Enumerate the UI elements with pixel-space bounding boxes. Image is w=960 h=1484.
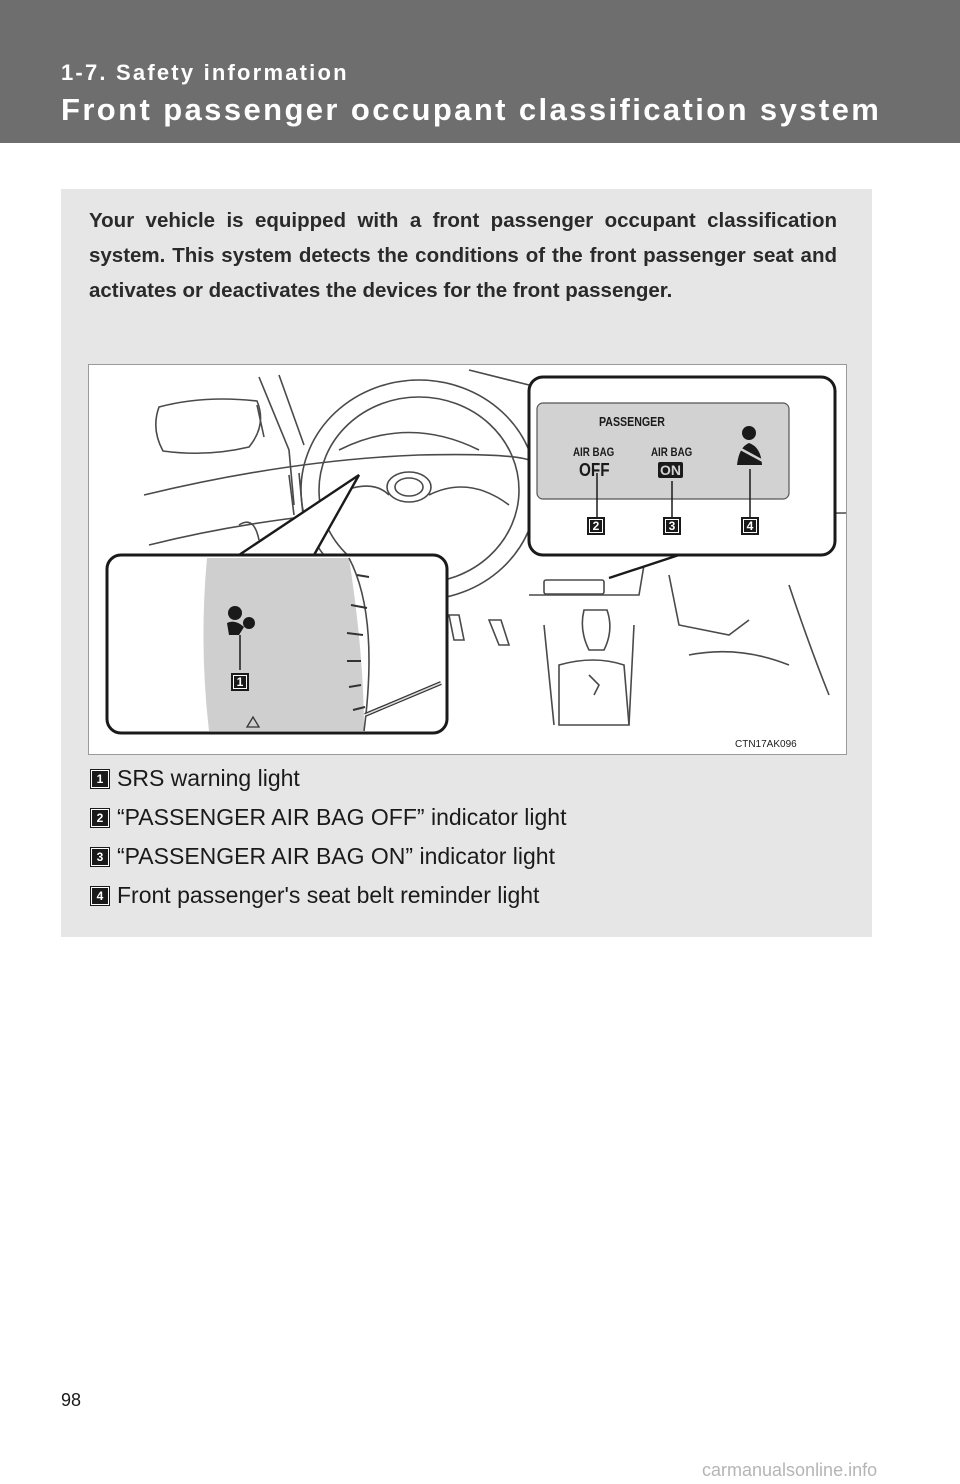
- panel-title: PASSENGER: [599, 415, 665, 429]
- gear-shifter: [582, 610, 610, 650]
- callout-1: 1: [231, 673, 249, 691]
- legend-number: 4: [91, 887, 109, 905]
- watermark: carmanualsonline.info: [702, 1460, 878, 1480]
- page-header: [0, 0, 960, 143]
- legend-number: 2: [91, 809, 109, 827]
- dashboard-illustration: [88, 364, 847, 755]
- callout-3: 3: [663, 517, 681, 535]
- legend-number: 3: [91, 848, 109, 866]
- figure-code: CTN17AK096: [735, 739, 797, 750]
- airbag-on-label: AIR BAG: [651, 447, 693, 459]
- airbag-on-state: ON: [660, 462, 681, 478]
- airbag-off-state: OFF: [579, 460, 610, 480]
- airbag-off-label: AIR BAG: [573, 447, 615, 459]
- section-label: 1-7. Safety information: [61, 60, 349, 85]
- legend-item: [91, 837, 566, 876]
- center-display: [544, 580, 604, 594]
- legend-item: [91, 798, 566, 837]
- callout-2: 2: [587, 517, 605, 535]
- legend-text: “PASSENGER AIR BAG OFF” indicator light: [117, 804, 567, 830]
- legend-text: Front passenger's seat belt reminder light: [117, 882, 540, 908]
- side-mirror: [156, 399, 261, 453]
- legend-number: 1: [91, 770, 109, 788]
- dashboard-drawing: [89, 365, 846, 754]
- legend-text: SRS warning light: [117, 765, 300, 791]
- intro-paragraph: Your vehicle is equipped with a front passenger occupant classification system. This system detects the conditions of the front passenger seat and activates or deactivates the devices for the front passenger.: [89, 209, 837, 302]
- legend-item: [91, 876, 566, 915]
- content-panel: [61, 189, 872, 937]
- legend-text: “PASSENGER AIR BAG ON” indicator light: [117, 843, 555, 869]
- page-number: 98: [61, 1390, 82, 1410]
- page-title: Front passenger occupant classification system: [61, 92, 882, 127]
- callout-4: 4: [741, 517, 759, 535]
- legend-list: [91, 759, 566, 915]
- legend-item: [91, 759, 566, 798]
